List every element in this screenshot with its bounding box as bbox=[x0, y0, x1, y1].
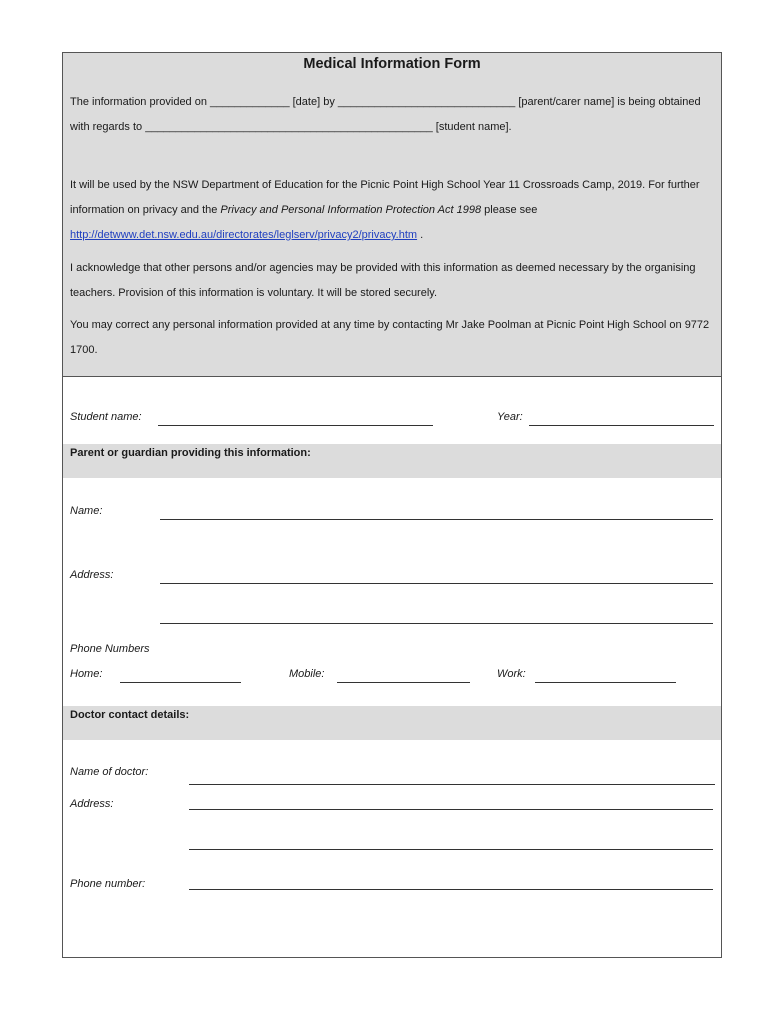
doctor-phone-field[interactable] bbox=[189, 889, 713, 890]
doctor-address-label: Address: bbox=[70, 798, 114, 810]
doctor-name-field[interactable] bbox=[189, 784, 715, 785]
parent-name-blank[interactable]: _____________________________ bbox=[337, 96, 516, 108]
mobile-phone-field[interactable] bbox=[337, 682, 470, 683]
doctor-section-header bbox=[63, 706, 721, 740]
work-phone-field[interactable] bbox=[535, 682, 676, 683]
year-field[interactable] bbox=[529, 425, 714, 426]
intro-paragraph-3: I acknowledge that other persons and/or agencies may be provided with this information as deemed necessary by the organising teachers. Provision of this information is voluntary. It will be stored securely. bbox=[70, 262, 696, 299]
parent-section-title: Parent or guardian providing this information: bbox=[70, 447, 311, 459]
act-title: Privacy and Personal Information Protection Act 1998 bbox=[220, 204, 482, 216]
intro-paragraph-1: The information provided on _____________ [date] by _____________________________ [parent/carer name] is being obtained with regards to _______________________________________________ [student name]. bbox=[70, 96, 701, 133]
doctor-address-field-1[interactable] bbox=[189, 809, 713, 810]
student-name-blank[interactable]: _______________________________________________ bbox=[145, 121, 433, 133]
doctor-section-title: Doctor contact details: bbox=[70, 709, 190, 721]
parent-name-label: Name: bbox=[70, 505, 103, 517]
parent-address-field-1[interactable] bbox=[160, 583, 713, 584]
parent-address-label: Address: bbox=[70, 569, 114, 581]
privacy-link[interactable]: http://detwww.det.nsw.edu.au/directorates/leglserv/privacy2/privacy.htm bbox=[70, 229, 418, 241]
doctor-name-label: Name of doctor: bbox=[70, 766, 149, 778]
intro-paragraph-4: You may correct any personal information provided at any time by contacting Mr Jake Poolman at Picnic Point High School on 9772 1700. bbox=[70, 319, 710, 356]
student-name-label: Student name: bbox=[70, 411, 142, 423]
form-title: Medical Information Form bbox=[303, 56, 481, 72]
home-phone-field[interactable] bbox=[120, 682, 241, 683]
medical-form bbox=[62, 52, 722, 958]
work-phone-label: Work: bbox=[497, 668, 526, 680]
intro-section bbox=[63, 53, 721, 377]
date-blank[interactable]: _____________ bbox=[210, 96, 290, 108]
parent-address-field-2[interactable] bbox=[160, 623, 713, 624]
parent-section-header bbox=[63, 444, 721, 478]
student-name-field[interactable] bbox=[158, 425, 433, 426]
doctor-address-field-2[interactable] bbox=[189, 849, 713, 850]
year-label: Year: bbox=[497, 411, 523, 423]
mobile-phone-label: Mobile: bbox=[289, 668, 325, 680]
parent-name-field[interactable] bbox=[160, 519, 713, 520]
intro-paragraph-2: It will be used by the NSW Department of Education for the Picnic Point High School Year 11 Crossroads Camp, 2019. For further information on privacy and the Privacy and Personal Information Protection Act 1998 please see http://detwww.det.nsw.edu.au/directorates/leglserv/privacy2/privacy.htm . bbox=[70, 179, 700, 241]
home-phone-label: Home: bbox=[70, 668, 103, 680]
doctor-phone-label: Phone number: bbox=[70, 878, 146, 890]
phone-numbers-label: Phone Numbers bbox=[70, 643, 150, 655]
